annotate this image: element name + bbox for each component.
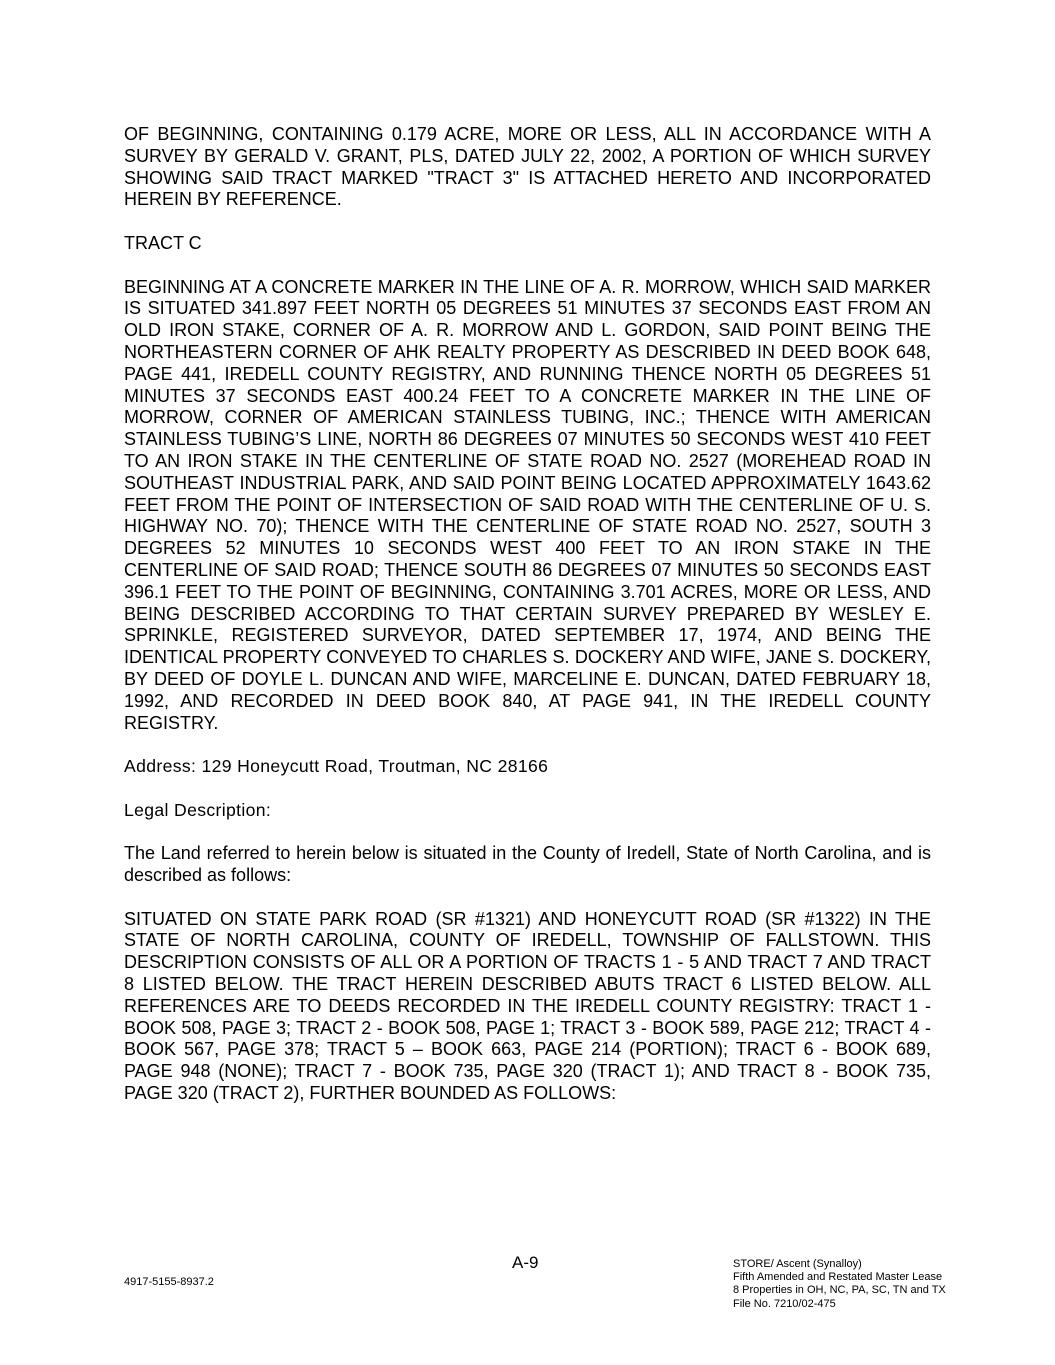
legal-description-heading: Legal Description: — [124, 799, 272, 820]
heading-tract-c: TRACT C — [124, 232, 202, 253]
footer-document-id: 4917-5155-8937.2 — [124, 1276, 214, 1288]
footer-line: Fifth Amended and Restated Master Lease — [733, 1271, 943, 1284]
address-line: Address: 129 Honeycutt Road, Troutman, NC 28166 — [124, 756, 549, 777]
paragraph-land-intro: The Land referred to herein below is situated in the County of Iredell, State of North Carolina, and is described as follows: — [124, 843, 931, 886]
paragraph-situated-description: SITUATED ON STATE PARK ROAD (SR #1321) AND HONEYCUTT ROAD (SR #1322) IN THE STATE OF NORTH CAROLINA, COUNTY OF IREDELL, TOWNSHIP OF FALLSTOWN. THIS DESCRIPTION CONSISTS OF ALL OR A PORTION OF TRACTS 1 - 5 AND TRACT 7 AND TRACT 8 LISTED BELOW. THE TRACT HEREIN DESCRIBED ABUTS TRACT 6 LISTED BELOW. ALL REFERENCES ARE TO DEEDS RECORDED IN THE IREDELL COUNTY REGISTRY: TRACT 1 - BOOK 508, PAGE 3; TRACT 2 - BOOK 508, PAGE 1; TRACT 3 - BOOK 589, PAGE 212; TRACT 4 - BOOK 567, PAGE 378; TRACT 5 – BOOK 663, PAGE 214 (PORTION); TRACT 6 - BOOK 689, PAGE 948 (NONE); TRACT 7 - BOOK 735, PAGE 320 (TRACT 1); AND TRACT 8 - BOOK 735, PAGE 320 (TRACT 2), FURTHER BOUNDED AS FOLLOWS: — [124, 908, 931, 1104]
footer-line: 8 Properties in OH, NC, PA, SC, TN and TX — [733, 1284, 946, 1297]
document-body — [124, 124, 931, 1127]
footer-line: File No. 7210/02-475 — [733, 1297, 836, 1310]
footer-line: STORE/ Ascent (Synalloy) — [733, 1258, 862, 1270]
footer-page-number: A-9 — [512, 1253, 539, 1272]
paragraph-tract-c-description: BEGINNING AT A CONCRETE MARKER IN THE LINE OF A. R. MORROW, WHICH SAID MARKER IS SITUATED 341.897 FEET NORTH 05 DEGREES 51 MINUTES 37 SECONDS EAST FROM AN OLD IRON STAKE, CORNER OF A. R. MORROW AND L. GORDON, SAID POINT BEING THE NORTHEASTERN CORNER OF AHK REALTY PROPERTY AS DESCRIBED IN DEED BOOK 648, PAGE 441, IREDELL COUNTY REGISTRY, AND RUNNING THENCE NORTH 05 DEGREES 51 MINUTES 37 SECONDS EAST 400.24 FEET TO A CONCRETE MARKER IN THE LINE OF MORROW, CORNER OF AMERICAN STAINLESS TUBING, INC.; THENCE WITH AMERICAN STAINLESS TUBING’S LINE, NORTH 86 DEGREES 07 MINUTES 50 SECONDS WEST 410 FEET TO AN IRON STAKE IN THE CENTERLINE OF STATE ROAD NO. 2527 (MOREHEAD ROAD IN SOUTHEAST INDUSTRIAL PARK, AND SAID POINT BEING LOCATED APPROXIMATELY 1643.62 FEET FROM THE POINT OF INTERSECTION OF SAID ROAD WITH THE CENTERLINE OF U. S. HIGHWAY NO. 70); THENCE WITH THE CENTERLINE OF STATE ROAD NO. 2527, SOUTH 3 DEGREES 52 MINUTES 10 SECONDS WEST 400 FEET TO AN IRON STAKE IN THE CENTERLINE OF SAID ROAD; THENCE SOUTH 86 DEGREES 07 MINUTES 50 SECONDS EAST 396.1 FEET TO THE POINT OF BEGINNING, CONTAINING 3.701 ACRES, MORE OR LESS, AND BEING DESCRIBED ACCORDING TO THAT CERTAIN SURVEY PREPARED BY WESLEY E. SPRINKLE, REGISTERED SURVEYOR, DATED SEPTEMBER 17, 1974, AND BEING THE IDENTICAL PROPERTY CONVEYED TO CHARLES S. DOCKERY AND WIFE, JANE S. DOCKERY, BY DEED OF DOYLE L. DUNCAN AND WIFE, MARCELINE E. DUNCAN, DATED FEBRUARY 18, 1992, AND RECORDED IN DEED BOOK 840, AT PAGE 941, IN THE IREDELL COUNTY REGISTRY. — [124, 276, 931, 733]
footer-lease-info — [733, 1258, 946, 1311]
paragraph-tract-b-ending: OF BEGINNING, CONTAINING 0.179 ACRE, MORE OR LESS, ALL IN ACCORDANCE WITH A SURVEY BY GERALD V. GRANT, PLS, DATED JULY 22, 2002, A PORTION OF WHICH SURVEY SHOWING SAID TRACT MARKED "TRACT 3" IS ATTACHED HERETO AND INCORPORATED HEREIN BY REFERENCE. — [124, 124, 931, 210]
